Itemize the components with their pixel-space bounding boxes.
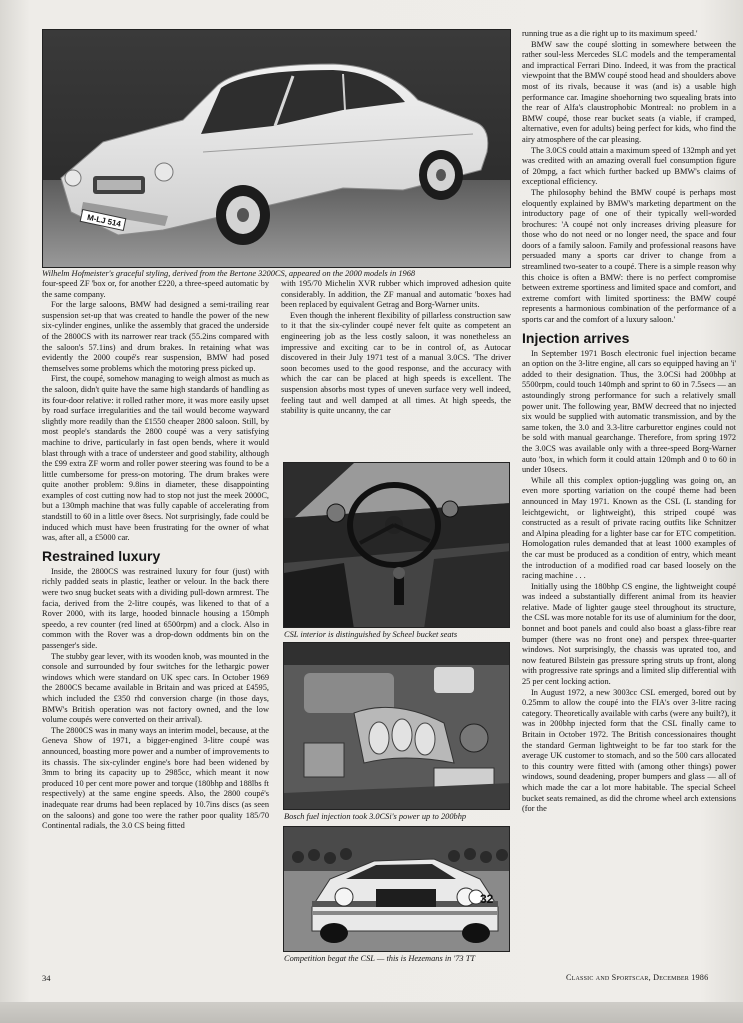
paragraph: with 195/70 Michelin XVR rubber which improved adhesion quite considerably. In addition, the ZF manual and automatic 'boxes had been replaced by equivalent Getrag and Borg-Warner units. [281, 279, 511, 310]
paragraph: Inside, the 2800CS was restrained luxury for four (just) with richly padded seats in plastic, leather or velour. In the back there were two snug bucket seats with a dividing pull-down armrest. The facia, derived from the 2-litre coupés, was likened to that of a Rover 2000, with its large, hooded binnacle housing a 150mph speedo, a rev counter (red lined at 6500rpm) and a clock. Also in common with the Rover was a drop-down oddments bin on the passenger's side. [42, 566, 269, 650]
hero-photo-bmw-coupe [42, 29, 511, 268]
engine-photo [283, 642, 510, 810]
race-caption: Competition begat the CSL — this is Hezemans in '73 TT [284, 954, 476, 963]
paragraph: First, the coupé, somehow managing to weigh almost as much as the saloon, didn't quite have the same high standards of handling as its four-door relative: it rolled rather more, it was more easily upset by road surface irregularities and the tail would become wayward slightly more readily than the £1550 cheaper 2800 saloon. Still, by most people's standards the 2800 coupé was a very satisfying machine to drive, particularly in fast open bends, where it would blast through with a trace of understeer and good stability, although the £99 extra ZF worm and roller power steering was found to be a little cumbersome for press-on motoring. The drum brakes were quite another problem: 9.8ins in diameter, these disappointing examples of cost cutting now had to stop not just the meek 2000C, but a 130mph machine that was fully capable of accelerating from standstill to 60 in a little over 8secs. Not surprisingly, fade could be induced which must have been frustrating for the owner of what was, after all, a £5000 car. [42, 374, 269, 543]
engine-caption: Bosch fuel injection took 3.0CSi's power up to 200bhp [284, 812, 467, 821]
paragraph: The philosophy behind the BMW coupé is perhaps most eloquently explained by BMW's marketing department on the introductory page of one of their typically well-worded brochures: 'A coupé not only increases driving pleasure for those who do not need or no longer need, the space and four doors of a family saloon. Family and professional reasons have persuaded many a sports car driver to change from a streamlined two-seater to a coupé. There is a simple reason why this choice is often a BMW: there is no perfect compromise between extreme sportiness and limited space and comfort, and extreme comfort with limited sportiness: the BMW coupé represents a harmonious combination of the performance of a sports car and the comfort of a luxury saloon.' [522, 187, 736, 325]
interior-illustration [284, 463, 510, 628]
page-number: 34 [42, 973, 51, 983]
license-plate-text: M-LJ 514 [86, 212, 122, 229]
page-bottom-edge [0, 1002, 743, 1023]
paragraph: BMW saw the coupé slotting in somewhere between the rather soul-less Mercedes SLC models and the temperamental and impractical Ferrari Dino. Indeed, it was from the practical viewpoint that the BMW coupé stood head and shoulders above most of its rivals, because it was (and is) a usable high performance car. Imagine shoehorning two squealing brats into the rear of Alfa's claustrophobic Montreal: no problem in a BMW coupé, those rear bucket seats (a viable, if cramped, alternative, even for adults) being perfect for kids, who find the airy atmosphere of the car pleasing. [522, 39, 736, 144]
engine-illustration [284, 643, 510, 810]
paragraph: The stubby gear lever, with its wooden knob, was mounted in the console and surrounded by four switches for the lethargic power windows which were standard on UK spec cars. In October 1969 the 2800CS became available in Britain and was priced at £4595, which included the £350 rhd conversion charge (in those days, BMW's British operation was not factory owned, and the low volume coupés were converted on their arrival). [42, 651, 269, 725]
paragraph: In September 1971 Bosch electronic fuel injection became an option on the 3-litre engine, all cars so equipped having an 'i' added to their designation. Thus, the 3.0CSi had 200bhp at 5500rpm, could touch 140mph and sprint to 60 in 7.5secs — an astoundingly strong performance for such a relatively small power unit. The following year, BMW decreed that no injected six would be supplied with automatic transmission, and by the same token, the 3.0 and 3.3-litre carburettor engines could not be sold with manual gearchange. Therefore, from spring 1972 the 3.0CS was available only with a three-speed Borg-Warner auto 'box, in which form it could attain 120mph and 0 to 60 in under 10secs. [522, 348, 736, 475]
article-column-1 [42, 279, 269, 997]
paragraph: Initially using the 180bhp CS engine, the lightweight coupé was indeed a substantially different animal from its heavier relative. Made of lighter gauge steel throughout its structure, the CSL was more notable for its use of aluminium for the door, bonnet and boot panels and could also boast a glass-fibre rear bumper (there was no front one) and perspex three-quarter windows. Not surprisingly, the chassis was uprated too, and now featured Bilstein gas pressure spring struts up front, along with progressive rate springs and a limited slip differential with 25 per cent locking action. [522, 581, 736, 687]
magazine-footer: Classic and Sportscar, December 1986 [566, 973, 709, 982]
coupe-illustration [43, 30, 511, 268]
paragraph: In August 1972, a new 3003cc CSL emerged, bored out by 0.25mm to allow the coupé into the FIA's over 3-litre racing category. Theoretically available with carbs (were any built?), it was in 200bhp injected form that the CSL finally came to Britain in October 1972. The British concessionaires thought the standard German lightweight to be far too stark for the average UK customer to stomach, and so the 500 cars allocated to this country were fitted with (among other things) power windows, sound deadening, proper bumpers and glass — all of which made the car a lot more habitable. The special Scheel bucket seats remained, as did the chrome wheel arch extensions (for the [522, 687, 736, 814]
article-column-2 [281, 279, 511, 455]
paragraph: The 2800CS was in many ways an interim model, because, at the Geneva Show of 1971, a bigger-engined 3-litre coupé was announced, boasting more power and a number of improvements to its chassis. The six-cylinder engine's bore had been widened by 3mm to bring its capacity up to 2985cc, which meant it now produced 10 per cent more power and torque (180bhp and 188lbs ft respectively) at the same engine speeds. Also, the 2800 coupé's inadequate rear drums had been replaced by 10.7ins discs (as seen on the saloons) and gone too were the rather poor quality 185/70 Continental radials, the 3.0 CS being fitted [42, 725, 269, 831]
subheading-injection-arrives: Injection arrives [522, 329, 630, 346]
paragraph: For the large saloons, BMW had designed a semi-trailing rear suspension set-up that was created to handle the power of the new six-cylinder engines, unlike the assembly that graced the underside of the 2800CS with its narrower rear track (55.2ins compared with the saloon's 57.1ins) and drum brakes. In retaining what was evidently the 2000 coupé's rear suspension, BMW had posed themselves some problems which the motoring press picked up. [42, 300, 269, 373]
race-car-illustration [284, 827, 510, 952]
paragraph: Even though the inherent flexibility of pillarless construction saw to it that the six-cylinder coupé never felt quite as competent an engineering job as the less costly saloon, it was nonetheless an impressive and exciting car to be in control of, as Autocar discovered in their July 1971 test of a manual 3.0CS. 'The driver soon becomes used to the good response, and the accuracy with which the car can be placed at high speeds is excellent. The suspension absorbs most types of uneven surface very well indeed, feeling taut and well damped at all times. At high speeds, the stability is quite uncanny, the car [281, 310, 511, 416]
interior-caption: CSL interior is distinguished by Scheel bucket seats [284, 630, 458, 639]
paragraph: While all this complex option-juggling was going on, an even more sporting variation on the coupé theme had been announced in May 1971. Known as the CSL (L standing for leichtgewicht, or lightweight), this striped coupé was constructed as a result of private racing outfits like Schnitzer and Alpina pleading for a lighter base car for ETC competition. Homologation rules demanded that at least 1000 examples of the car must be produced as a condition of entry, which meant the introduction of a modified road car based loosely on the racing machine . . . [522, 475, 736, 581]
interior-photo [283, 462, 510, 628]
subheading-restrained-luxury: Restrained luxury [42, 547, 161, 564]
paragraph: The 3.0CS could attain a maximum speed of 132mph and yet was credited with an amazing overall fuel consumption figure of 20mpg, a fact which further backed up BMW's claims of exceptional efficiency. [522, 145, 736, 187]
paragraph: four-speed ZF 'box or, for another £220, a three-speed automatic by the same company. [42, 279, 269, 299]
paragraph: running true as a die right up to its maximum speed.' [522, 29, 698, 38]
article-column-3 [522, 29, 736, 969]
race-photo [283, 826, 510, 952]
hero-caption: Wilhelm Hofmeister's graceful styling, derived from the Bertone 3200CS, appeared on the 2000 models in 1968 [42, 269, 416, 278]
race-number-text: 32 [480, 892, 494, 906]
